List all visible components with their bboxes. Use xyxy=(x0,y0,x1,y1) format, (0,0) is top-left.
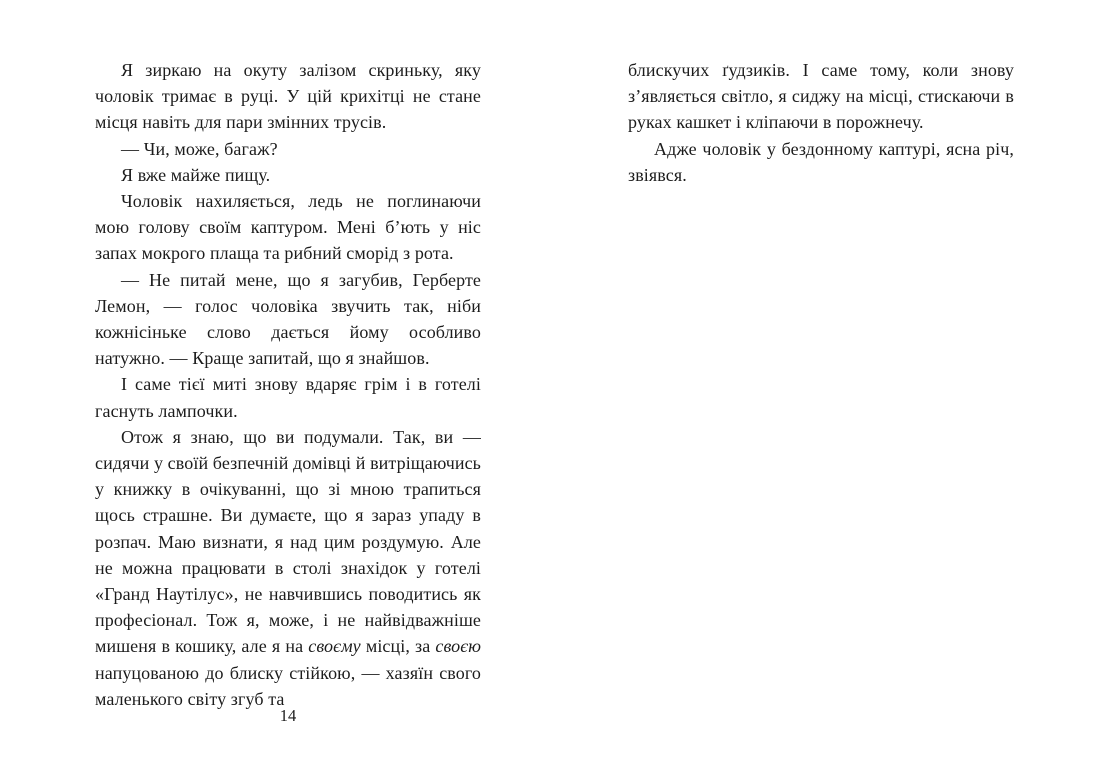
italic-text-segment: своєю xyxy=(435,636,482,657)
text-segment: Я зиркаю на окуту залізом скриньку, яку чоловік тримає в руці. У цій крихітці не стане місця навіть для пари змінних трусів. xyxy=(95,60,481,133)
page-number: 14 xyxy=(279,706,297,725)
text-segment: блискучих ґудзиків. І саме тому, коли знову з’являється світло, я сиджу на місці, стискаючи в руках кашкет і кліпаючи в порожнечу. xyxy=(628,60,1014,133)
paragraph xyxy=(95,162,481,188)
text-segment: місці, за xyxy=(360,636,436,657)
text-segment: Отож я знаю, що ви подумали. Так, ви — сидячи у своїй безпечній домівці й витріщаючись у книжку в очікуванні, що зі мною трапиться щось страшне. Ви думаєте, що я зараз упаду в розпач. Маю визнати, я над цим роздумую. Але не можна працювати в столі знахідок у готелі «Гранд Наутілус», не навчившись поводитись як професіонал. Тож я, може, і не найвідважніше мишеня в кошику, але я на xyxy=(95,426,481,657)
italic-text-segment: своєму xyxy=(308,636,361,657)
text-segment: Чоловік нахиляється, ледь не поглинаючи мою голову своїм каптуром. Мені б’ють у ніс запах мокрого плаща та рибний сморід з рота. xyxy=(95,191,481,264)
text-segment: — Не питай мене, що я загубив, Герберте Лемон, — голос чоловіка звучить так, ніби кожнісіньке слово дається йому особливо натужно. — Краще запитай, що я знайшов. xyxy=(95,269,481,369)
paragraph xyxy=(628,57,1014,136)
paragraph xyxy=(95,424,481,712)
paragraph xyxy=(95,57,481,136)
paragraph xyxy=(95,188,481,267)
right-text-column xyxy=(628,57,1014,188)
paragraph xyxy=(95,267,481,372)
left-text-column xyxy=(95,57,481,712)
paragraph xyxy=(628,136,1014,188)
paragraph xyxy=(95,371,481,423)
text-segment: Адже чоловік у бездонному каптурі, ясна річ, звіявся. xyxy=(628,138,1014,185)
text-segment: напуцованою до блиску стійкою, — хазяїн свого маленького світу згуб та xyxy=(95,662,481,709)
paragraph xyxy=(95,136,481,162)
text-segment: І саме тієї миті знову вдаряє грім і в готелі гаснуть лампочки. xyxy=(95,374,481,421)
text-segment: Я вже майже пищу. xyxy=(121,164,271,185)
text-segment: — Чи, може, багаж? xyxy=(121,138,278,159)
